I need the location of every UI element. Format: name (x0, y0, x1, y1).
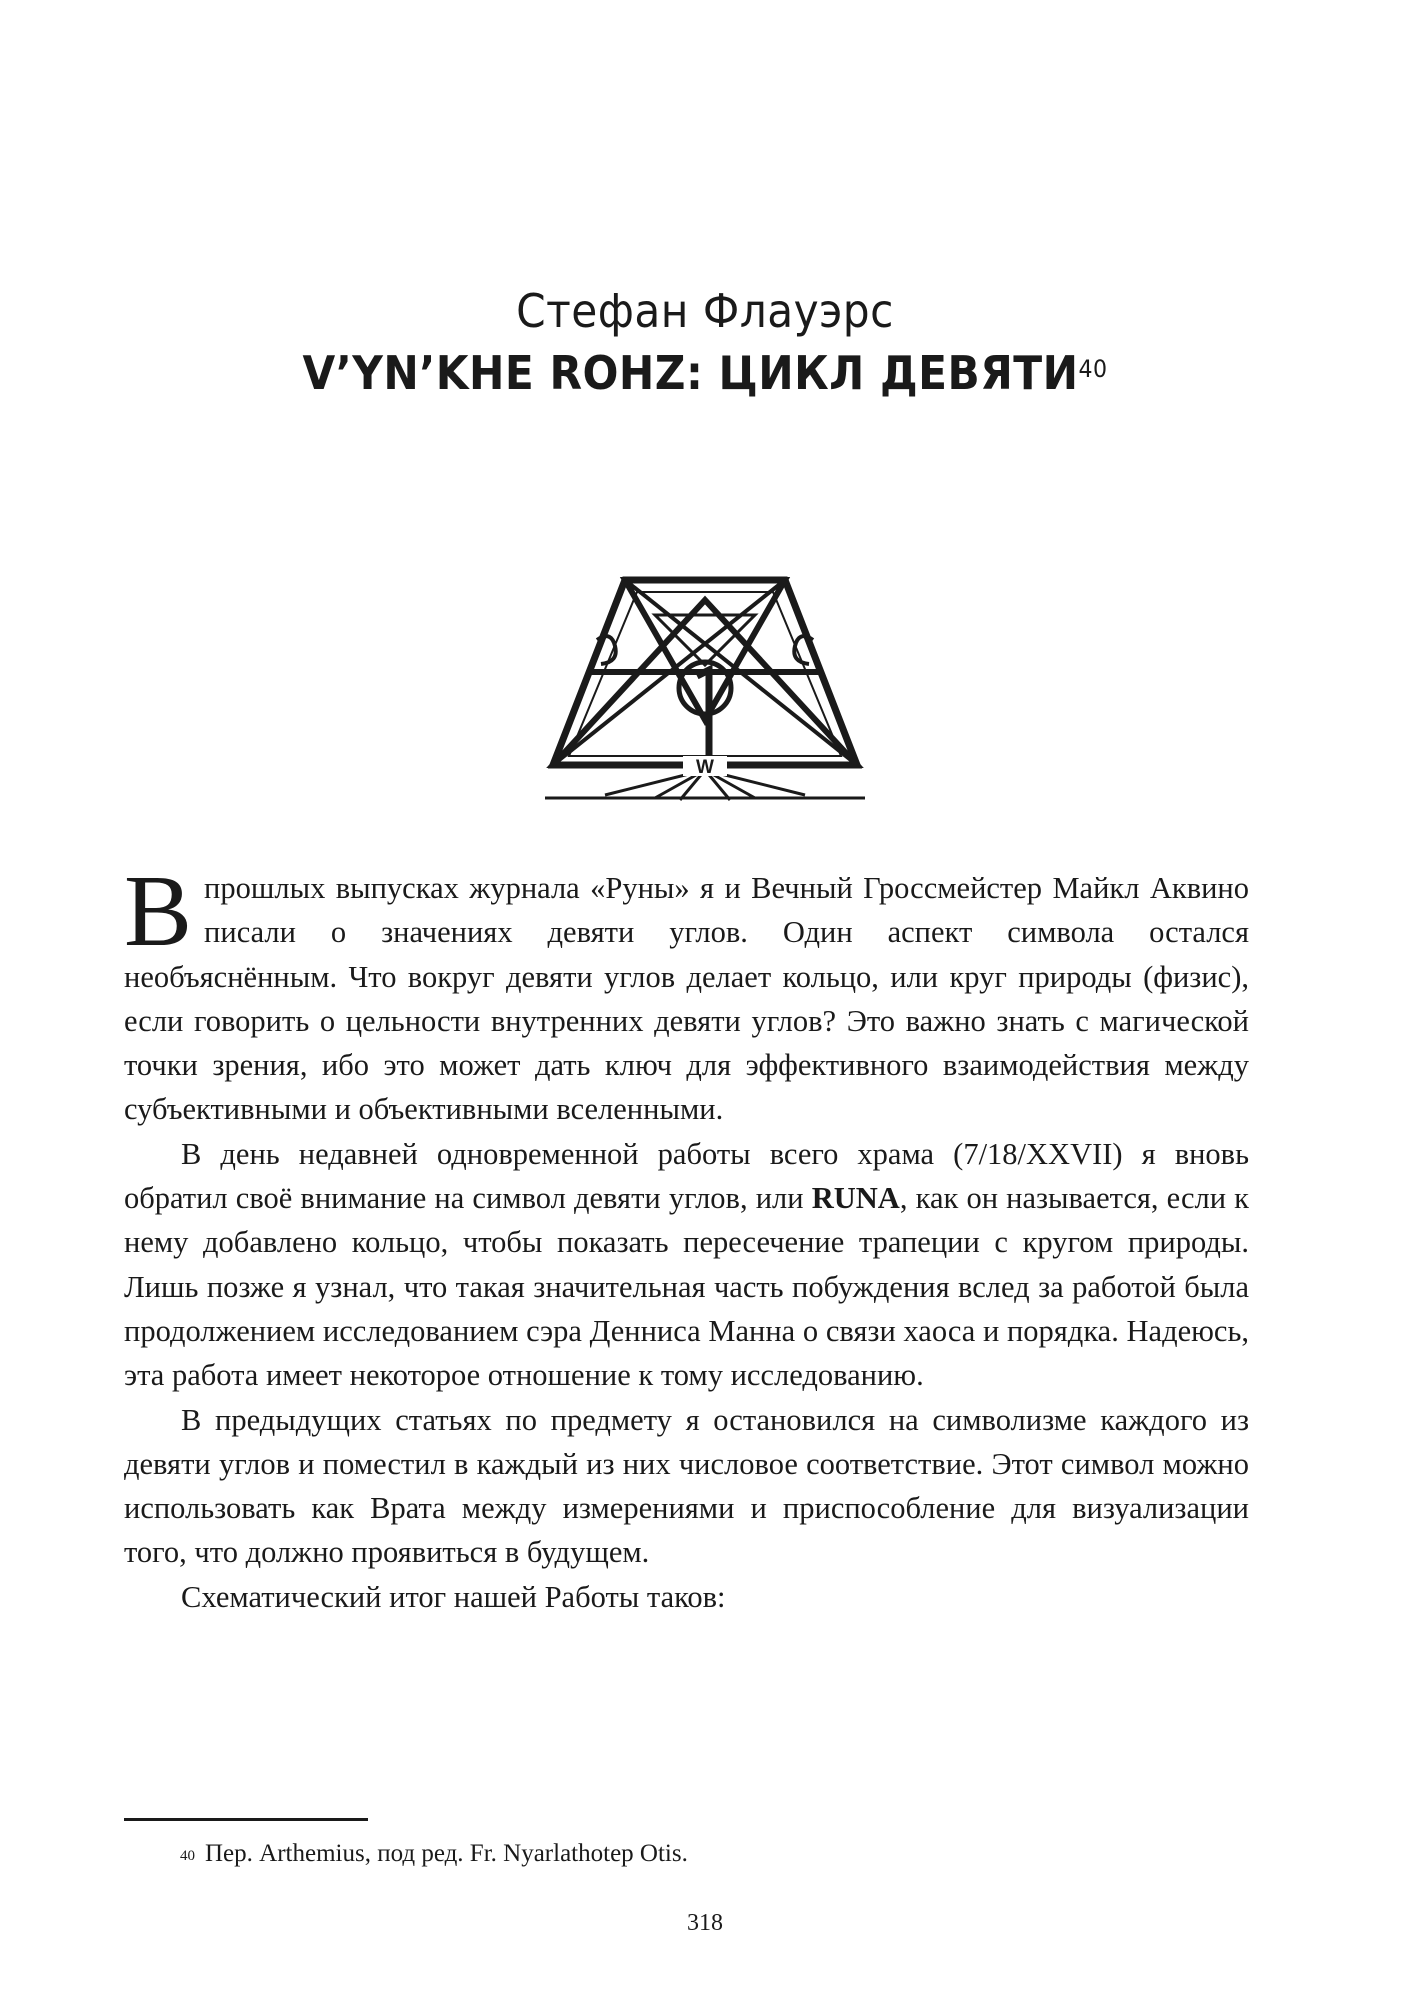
paragraph-2-text-b: , как он называется, если к нему добавлено кольцо, чтобы показать пересечение трапеции с кругом природы. Лишь позже я узнал, что такая значительная часть побуждения вслед за работой была продолжением исследованием сэра Денниса Манна о связи хаоса и порядка. Надеюсь, эта работа имеет некоторое отношение к тому исследованию. (124, 1181, 1249, 1393)
paragraph-2 (124, 1132, 1249, 1398)
runa-term: RUNA (811, 1181, 900, 1216)
article-title-text: V’YN’KHE ROHZ: ЦИКЛ ДЕВЯТИ (302, 346, 1079, 400)
title-footnote-ref: 40 (1078, 355, 1108, 383)
footnote-text: Пер. Arthemius, под ред. Fr. Nyarlathotep Otis. (205, 1840, 688, 1867)
emblem-letter: W (696, 757, 714, 778)
footnote-divider (124, 1818, 368, 1821)
paragraph-1-text: прошлых выпусках журнала «Руны» я и Вечный Гроссмейстер Майкл Аквино писали о значениях девяти углов. Один аспект символа остался необъяснённым. Что вокруг девяти углов делает кольцо, или круг природы (физис), если говорить о цельности внутренних девяти углов? Это важно знать с магической точки зрения, ибо это может дать ключ для эффективного взаимодействия между субъективными и объективными вселенными. (124, 871, 1249, 1127)
footnote-number: 40 (180, 1848, 195, 1864)
article-body (124, 855, 1249, 1619)
page-number: 318 (687, 1910, 723, 1936)
paragraph-4: Схематический итог нашей Работы таков: (181, 1579, 726, 1614)
author-name: Стефан Флауэрс (516, 284, 894, 338)
paragraph-2-text-a: В день недавней одновременной работы всего храма (7/18/XXVII) я вновь обратил своё внимание на символ девяти углов, или (124, 1136, 1249, 1216)
paragraph-3: В предыдущих статьях по предмету я остановился на символизме каждого из девяти углов и поместил в каждый из них числовое соответствие. Этот символ можно использовать как Врата между измерениями и приспособление для визуализации того, что должно проявиться в будущем. (124, 1402, 1249, 1570)
article-title (56, 342, 1353, 404)
nine-angles-trapezoid-emblem-icon (545, 570, 865, 805)
paragraph-1 (124, 855, 1249, 1132)
footnote (180, 1837, 688, 1871)
drop-cap: В (124, 855, 193, 968)
title-block (0, 280, 1410, 404)
